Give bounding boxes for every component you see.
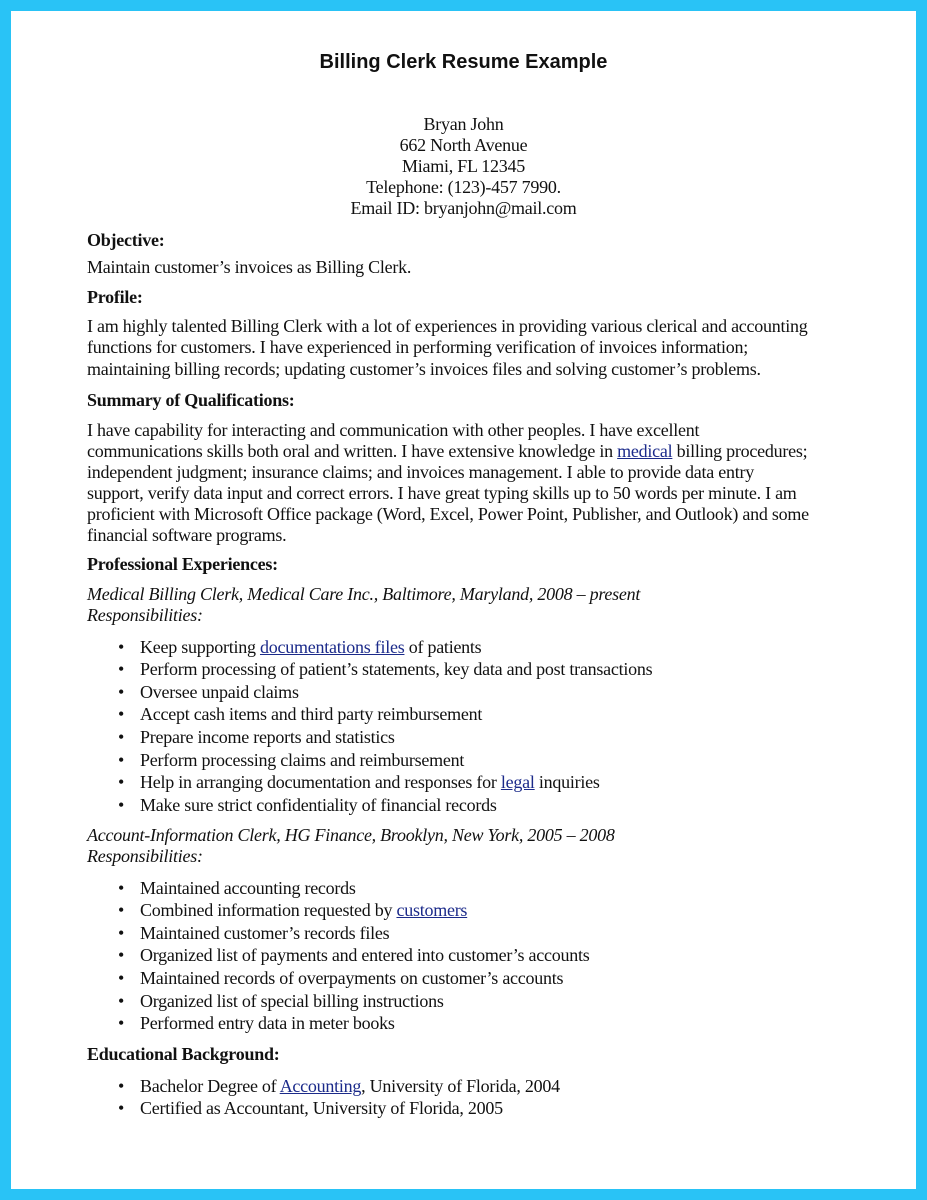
text: Performed entry data in meter books (140, 1013, 395, 1034)
text: proficient with Microsoft Office package (Word, Excel, Power Point, Publisher, and Outlook) and some (87, 503, 809, 524)
text-line (87, 316, 808, 337)
text-line (87, 441, 809, 462)
text: Help in arranging documentation and responses for (140, 772, 501, 793)
contact-line: Email ID: bryanjohn@mail.com (350, 197, 577, 218)
text: Keep supporting (140, 636, 260, 657)
text-line (87, 825, 615, 846)
list-item (87, 749, 652, 772)
text: billing procedures; (672, 440, 808, 461)
text: Medical Billing Clerk, Medical Care Inc., Baltimore, Maryland, 2008 – present (87, 583, 641, 604)
list-item (87, 636, 652, 659)
list-item (87, 1012, 589, 1035)
list-item (87, 990, 589, 1013)
text: Make sure strict confidentiality of financial records (140, 794, 497, 815)
contact-line: Miami, FL 12345 (401, 155, 526, 176)
text-line (87, 420, 809, 441)
job1-title (87, 584, 640, 626)
text: Organized list of payments and entered into customer’s accounts (140, 945, 590, 966)
text: Prepare income reports and statistics (140, 727, 395, 748)
text: Maintained records of overpayments on customer’s accounts (140, 968, 564, 989)
text: Responsibilities: (87, 845, 203, 866)
text: Bachelor Degree of (140, 1076, 280, 1096)
list-item (87, 726, 652, 749)
profile-text (87, 316, 808, 380)
text: communications skills both oral and written. I have extensive knowledge in (87, 440, 618, 461)
text-line (87, 337, 808, 358)
job2-title (87, 825, 615, 867)
education-heading: Educational Background: (87, 1044, 280, 1064)
list-item (87, 658, 652, 681)
list-item (87, 1097, 560, 1119)
text: functions for customers. I have experienced in performing verification of invoices information; (87, 337, 749, 358)
text-line (87, 504, 809, 525)
text: Combined information requested by (140, 900, 397, 921)
text: I have capability for interacting and communication with other peoples. I have excellent (87, 419, 700, 440)
experience-heading: Professional Experiences: (87, 554, 278, 574)
summary-heading: Summary of Qualifications: (87, 390, 295, 410)
list-item (87, 922, 589, 945)
text-line (87, 462, 809, 483)
list-item (87, 877, 589, 900)
text: Organized list of special billing instructions (140, 990, 444, 1011)
list-item (87, 899, 589, 922)
link[interactable]: Accounting (279, 1076, 362, 1096)
list-item (87, 703, 652, 726)
text: Responsibilities: (87, 604, 203, 625)
text: Accept cash items and third party reimbursement (140, 704, 483, 725)
list-item (87, 944, 589, 967)
text: financial software programs. (87, 524, 287, 545)
text-line (87, 359, 808, 380)
link[interactable]: documentations files (259, 636, 405, 657)
contact-line: Bryan John (423, 113, 504, 134)
text: Account-Information Clerk, HG Finance, Brooklyn, New York, 2005 – 2008 (87, 824, 615, 845)
text: , University of Florida, 2004 (361, 1076, 560, 1096)
link[interactable]: customers (396, 900, 468, 921)
text: support, verify data input and correct errors. I have great typing skills up to 50 words per minute. I am (87, 482, 797, 503)
contact-line: Telephone: (123)-457 7990. (366, 176, 561, 197)
text: of patients (404, 636, 482, 657)
text-line (87, 257, 411, 278)
text: maintaining billing records; updating customer’s invoices files and solving customer’s problems. (87, 358, 761, 379)
text-line (87, 584, 640, 605)
text-line (87, 846, 615, 867)
list-item (87, 794, 652, 817)
text: Certified as Accountant, University of Florida, 2005 (140, 1098, 503, 1118)
text: Maintain customer’s invoices as Billing Clerk. (87, 257, 412, 277)
page-title: Billing Clerk Resume Example (319, 51, 608, 73)
link[interactable]: legal (500, 772, 535, 793)
summary-text (87, 420, 809, 546)
text: Oversee unpaid claims (140, 681, 299, 702)
text: Perform processing claims and reimbursement (140, 749, 465, 770)
link[interactable]: medical (617, 440, 673, 461)
text-line (87, 605, 640, 626)
list-item (87, 1075, 560, 1097)
list-item (87, 967, 589, 990)
text: Perform processing of patient’s statements, key data and post transactions (140, 659, 653, 680)
text: independent judgment; insurance claims; and invoices management. I able to provide data entry (87, 461, 755, 482)
contact-info (0, 114, 927, 219)
contact-line: 662 North Avenue (399, 134, 528, 155)
text: Maintained customer’s records files (140, 922, 390, 943)
objective-text (87, 257, 411, 278)
text: Maintained accounting records (140, 877, 356, 898)
objective-heading: Objective: (87, 230, 165, 250)
job2-responsibilities (87, 877, 589, 1035)
text-line (87, 483, 809, 504)
list-item (87, 681, 652, 704)
text: I am highly talented Billing Clerk with a lot of experiences in providing various clerical and accounting (87, 316, 808, 336)
education-list (87, 1075, 560, 1119)
text-line (87, 525, 809, 546)
text: inquiries (534, 772, 600, 793)
profile-heading: Profile: (87, 287, 143, 307)
job1-responsibilities (87, 636, 652, 817)
list-item (87, 771, 652, 794)
